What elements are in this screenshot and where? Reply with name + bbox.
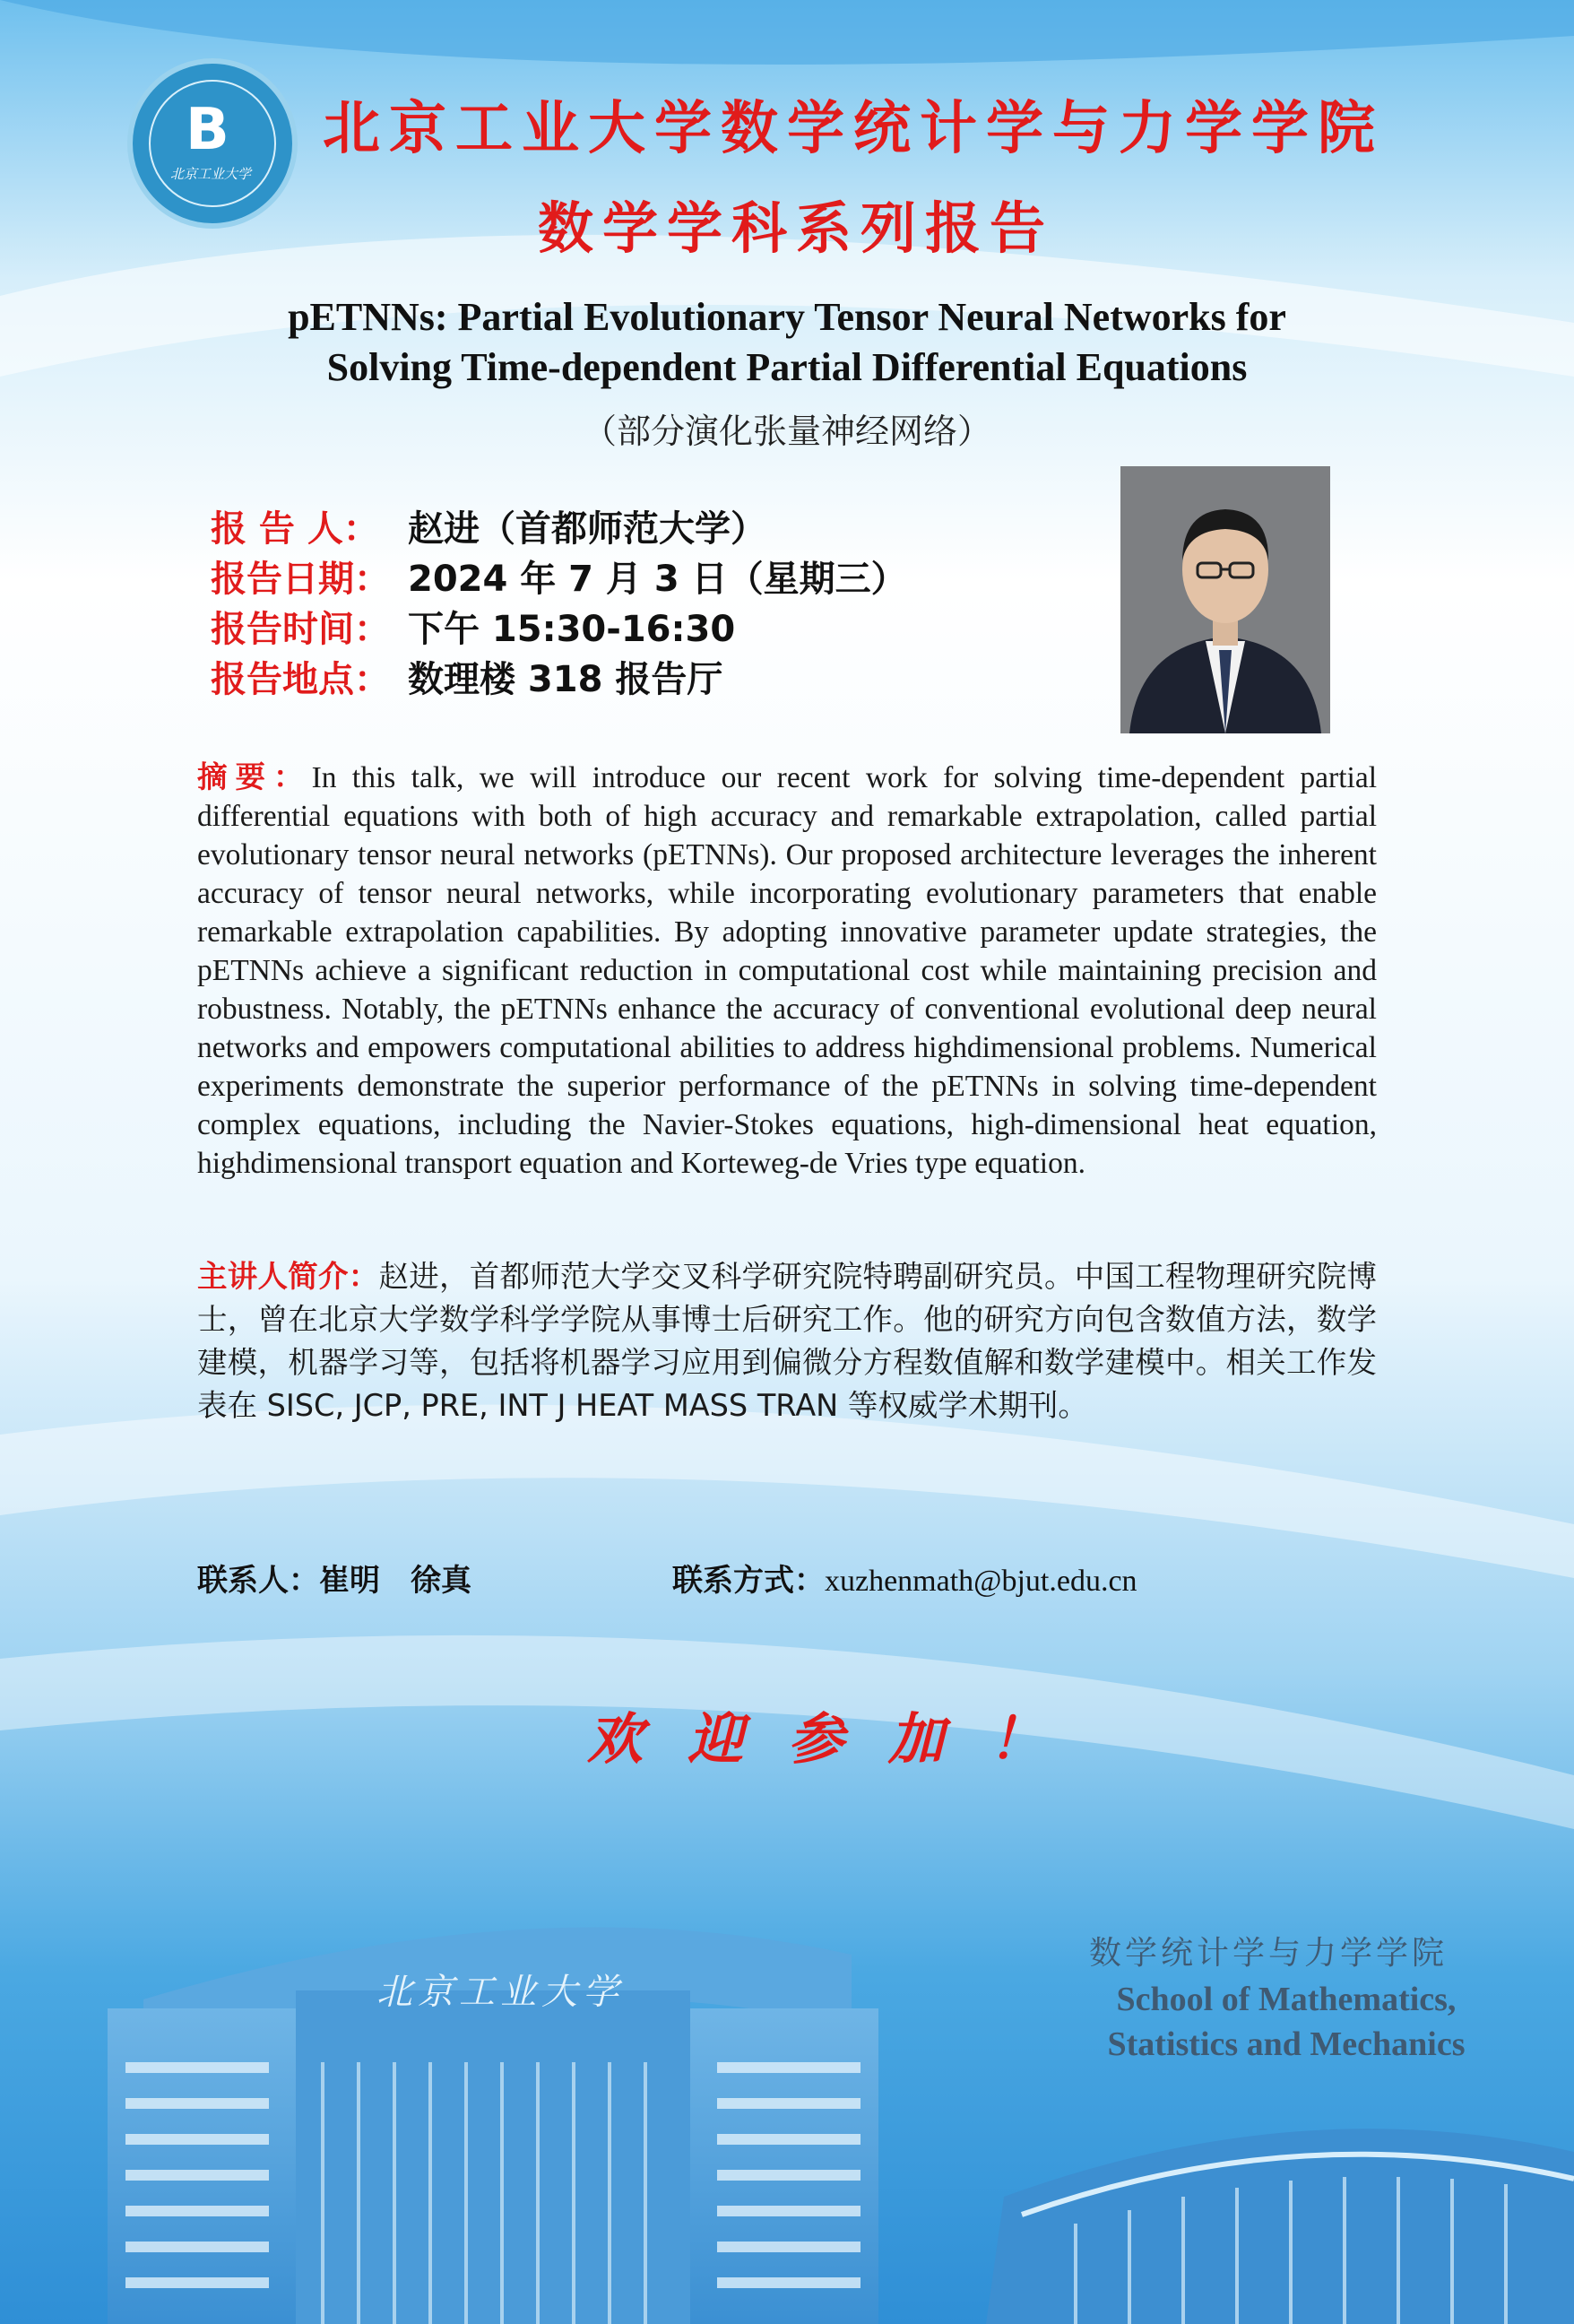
series-name: 数学学科系列报告 [538, 195, 1055, 261]
bio-label: 主讲人简介： [197, 1259, 379, 1294]
info-location [211, 651, 722, 702]
speaker-label: 报 告 人： [211, 508, 379, 550]
welcome-text: 欢迎参加！ [587, 1706, 1090, 1772]
time-label: 报告时间： [211, 609, 390, 650]
contact-method-label: 联系方式： [672, 1563, 825, 1599]
abstract-label: 摘要： [197, 759, 312, 794]
talk-title-line2: Solving Time-dependent Partial Differential Equations [326, 345, 1248, 389]
footer-school-en-line2: Statistics and Mechanics [1107, 2025, 1466, 2063]
school-name: 北京工业大学数学统计学与力学学院 [323, 96, 1384, 162]
date-label: 报告日期： [211, 559, 390, 600]
bio-block [197, 1255, 1377, 1427]
footer-school-cn: 数学统计学与力学学院 [1089, 1935, 1449, 1972]
abstract-block [197, 758, 1377, 1183]
info-speaker [211, 500, 766, 551]
date-value: 2024 年 7 月 3 日（星期三） [408, 559, 907, 600]
bio-text: 赵进，首都师范大学交叉科学研究院特聘副研究员。中国工程物理研究院博士，曾在北京大学数学科学学院从事博士后研究工作。他的研究方向包含数值方法，数学建模，机器学习等，包括将机器学习应用到偏微分方程数值解和数学建模中。相关工作发表在 SISC, JCP, PRE, INT J HEAT MASS TRAN 等权威学术期刊。 [197, 1259, 1377, 1423]
footer-school-en-line1: School of Mathematics, [1116, 1981, 1457, 2018]
contact-method [672, 1556, 1137, 1600]
talk-subtitle: （部分演化张量神经网络） [582, 412, 991, 451]
info-date [211, 551, 907, 602]
time-value: 下午 15:30-16:30 [408, 609, 736, 650]
location-value: 数理楼 318 报告厅 [408, 659, 723, 700]
contact-person-value: 崔明 徐真 [319, 1563, 471, 1599]
info-time [211, 601, 735, 652]
contact-email[interactable]: xuzhenmath@bjut.edu.cn [825, 1565, 1137, 1598]
abstract-text: In this talk, we will introduce our recent work for solving time-dependent partial differential equations with both of high accuracy and remarkable extrapolation, called partial evolutionary tensor neural networks (pETNNs). Our proposed architecture leverages the inherent accuracy of tensor neural networks, while incorporating evolutionary parameters that enable remarkable extrapolation capabilities. By adopting innovative parameter update strategies, the pETNNs achieve a significant reduction in computational cost while maintaining precision and robustness. Notably, the pETNNs enhance the accuracy of conventional evolutional deep neural networks and empowers computational abilities to address highdimensional problems. Numerical experiments demonstrate the superior performance of the pETNNs in solving time-dependent complex equations, including the Navier-Stokes equations, high-dimensional heat equation, highdimensional transport equation and Korteweg-de Vries type equation. [197, 761, 1377, 1180]
speaker-value: 赵进（首都师范大学） [408, 508, 766, 550]
speaker-photo [1120, 466, 1330, 733]
contact-person [197, 1556, 471, 1600]
location-label: 报告地点： [211, 659, 390, 700]
building-sign: 北京工业大学 [376, 1972, 624, 2013]
logo-letter: B [186, 97, 229, 163]
logo-script: 北京工业大学 [170, 166, 252, 182]
talk-title-line1: pETNNs: Partial Evolutionary Tensor Neural Networks for [288, 295, 1286, 339]
contact-person-label: 联系人： [197, 1563, 319, 1599]
